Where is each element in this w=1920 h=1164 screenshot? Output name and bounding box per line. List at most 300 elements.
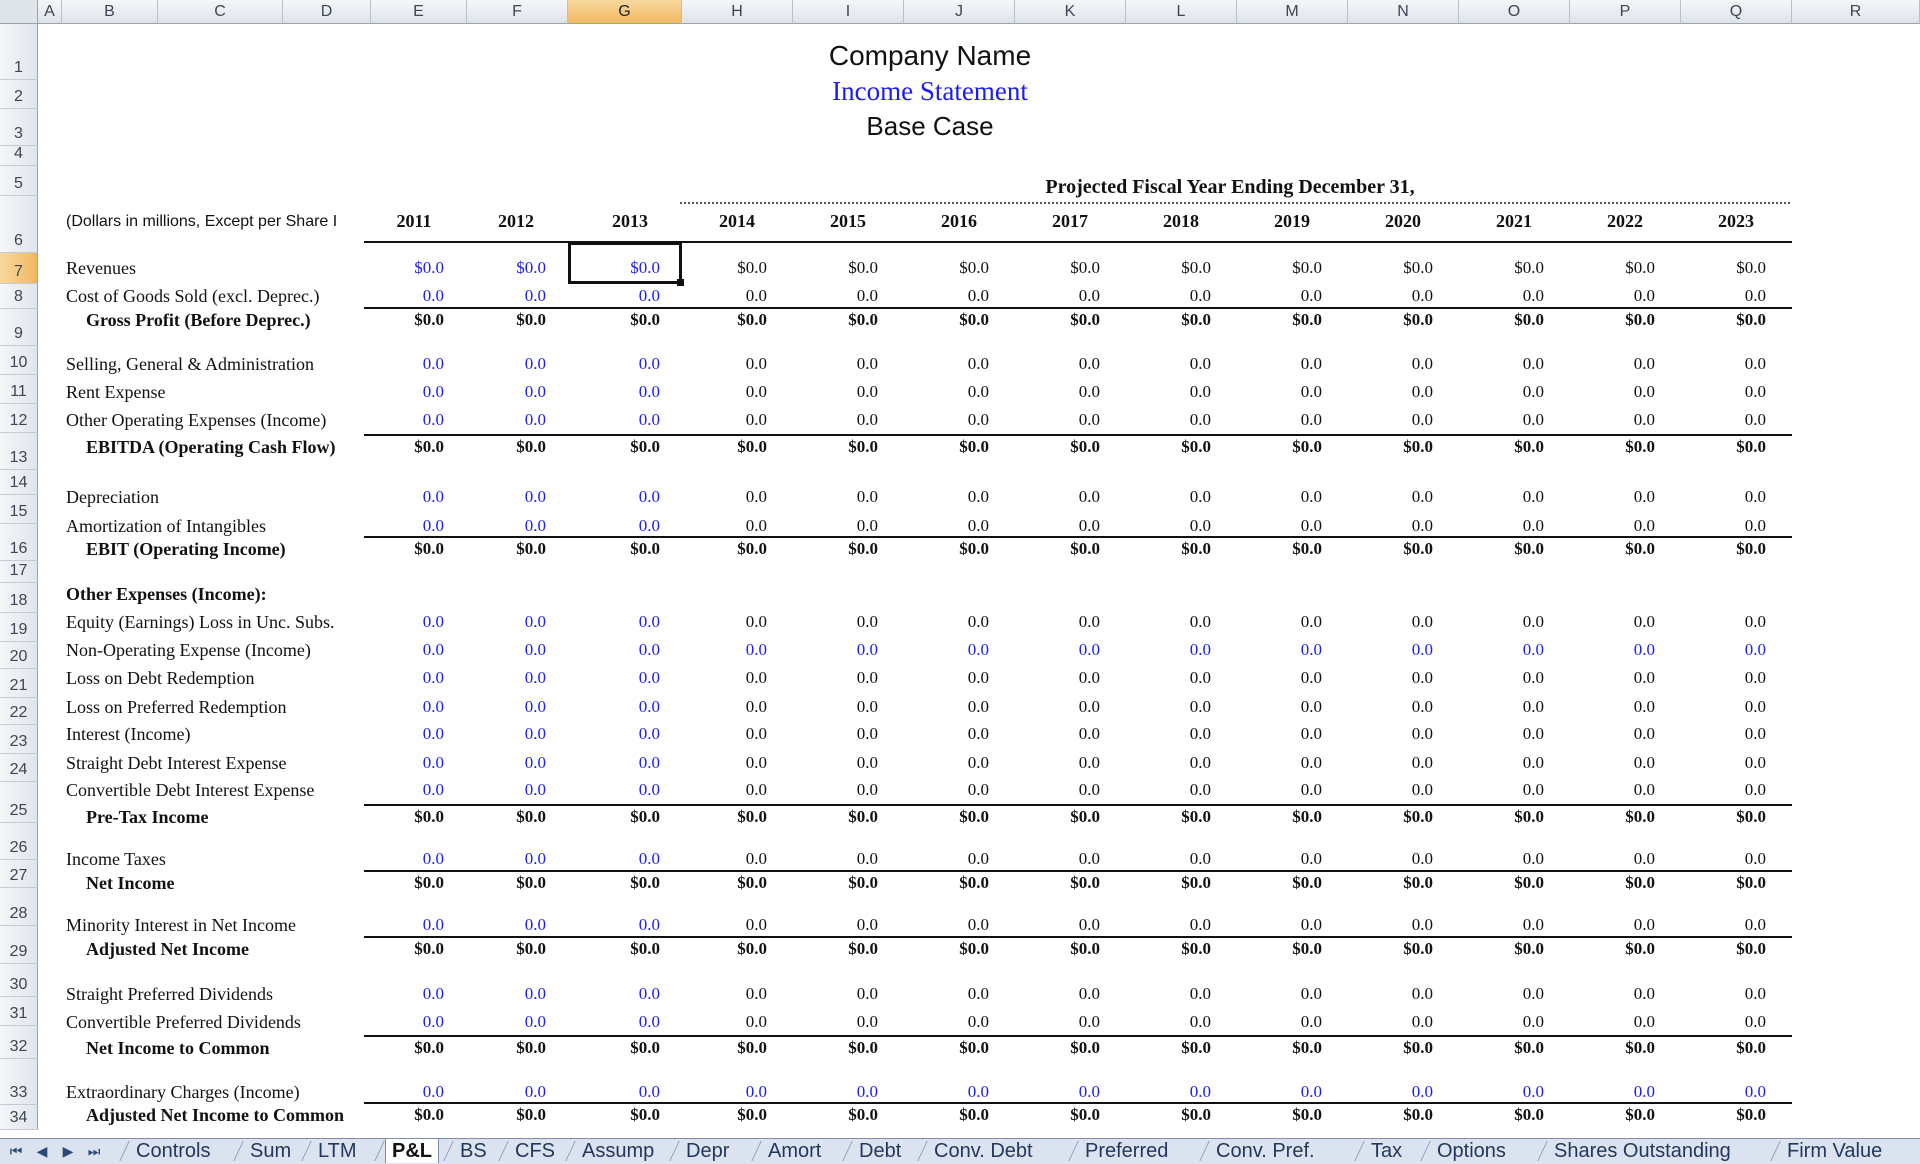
value-cell[interactable]: $0.0: [630, 939, 660, 958]
value-cell[interactable]: $0.0: [848, 258, 878, 277]
value-cell[interactable]: $0.0: [630, 437, 660, 456]
value-cell[interactable]: 0.0: [422, 849, 444, 868]
value-cell[interactable]: 0.0: [967, 382, 989, 401]
row-header-32[interactable]: [0, 1026, 38, 1059]
column-header-k[interactable]: K: [1015, 0, 1126, 24]
value-cell[interactable]: 0.0: [745, 354, 767, 373]
value-cell[interactable]: $0.0: [414, 807, 444, 826]
value-cell[interactable]: 0.0: [745, 382, 767, 401]
value-cell[interactable]: $0.0: [1403, 437, 1433, 456]
value-cell[interactable]: 0.0: [745, 516, 767, 535]
value-cell[interactable]: $0.0: [737, 807, 767, 826]
row-header-14[interactable]: [0, 470, 38, 495]
value-cell[interactable]: $0.0: [1181, 1038, 1211, 1057]
value-cell[interactable]: 0.0: [1633, 612, 1655, 631]
value-cell[interactable]: 0.0: [1300, 668, 1322, 687]
value-cell[interactable]: 0.0: [856, 724, 878, 743]
value-cell[interactable]: $0.0: [1403, 1038, 1433, 1057]
value-cell[interactable]: 0.0: [1633, 724, 1655, 743]
value-cell[interactable]: $0.0: [959, 939, 989, 958]
value-cell[interactable]: 0.0: [1189, 286, 1211, 305]
value-cell[interactable]: 0.0: [422, 780, 444, 799]
value-cell[interactable]: 0.0: [1522, 849, 1544, 868]
value-cell[interactable]: 0.0: [1411, 286, 1433, 305]
value-cell[interactable]: 0.0: [745, 780, 767, 799]
value-cell[interactable]: $0.0: [848, 1105, 878, 1124]
row-header-11[interactable]: [0, 375, 38, 404]
value-cell[interactable]: 0.0: [638, 516, 660, 535]
value-cell[interactable]: 0.0: [422, 516, 444, 535]
value-cell[interactable]: 0.0: [638, 780, 660, 799]
value-cell[interactable]: 0.0: [524, 612, 546, 631]
column-header-m[interactable]: M: [1237, 0, 1348, 24]
value-cell[interactable]: 0.0: [524, 286, 546, 305]
value-cell[interactable]: 0.0: [1522, 984, 1544, 1003]
value-cell[interactable]: 0.0: [745, 612, 767, 631]
value-cell[interactable]: 0.0: [856, 1012, 878, 1031]
value-cell[interactable]: 0.0: [1744, 286, 1766, 305]
value-cell[interactable]: $0.0: [1181, 310, 1211, 329]
value-cell[interactable]: 0.0: [1300, 640, 1322, 659]
value-cell[interactable]: 0.0: [1411, 724, 1433, 743]
value-cell[interactable]: 0.0: [524, 915, 546, 934]
value-cell[interactable]: 0.0: [1411, 516, 1433, 535]
value-cell[interactable]: $0.0: [1070, 1038, 1100, 1057]
column-header-n[interactable]: N: [1348, 0, 1459, 24]
value-cell[interactable]: $0.0: [630, 873, 660, 892]
value-cell[interactable]: $0.0: [1403, 258, 1433, 277]
value-cell[interactable]: 0.0: [856, 915, 878, 934]
row-header-18[interactable]: [0, 583, 38, 613]
value-cell[interactable]: 0.0: [1189, 915, 1211, 934]
value-cell[interactable]: $0.0: [959, 873, 989, 892]
value-cell[interactable]: $0.0: [737, 873, 767, 892]
row-header-2[interactable]: [0, 80, 38, 109]
sheet-tab-controls[interactable]: Controls: [136, 1140, 211, 1162]
value-cell[interactable]: 0.0: [1189, 1012, 1211, 1031]
value-cell[interactable]: $0.0: [516, 258, 546, 277]
value-cell[interactable]: 0.0: [524, 1082, 546, 1101]
value-cell[interactable]: 0.0: [1522, 516, 1544, 535]
value-cell[interactable]: $0.0: [414, 939, 444, 958]
value-cell[interactable]: $0.0: [1181, 939, 1211, 958]
value-cell[interactable]: 0.0: [1411, 984, 1433, 1003]
value-cell[interactable]: $0.0: [516, 1105, 546, 1124]
value-cell[interactable]: $0.0: [1181, 539, 1211, 558]
value-cell[interactable]: $0.0: [414, 258, 444, 277]
row-header-16[interactable]: [0, 524, 38, 561]
value-cell[interactable]: 0.0: [1744, 697, 1766, 716]
value-cell[interactable]: 0.0: [1411, 1082, 1433, 1101]
row-header-29[interactable]: [0, 926, 38, 964]
sheet-tab-conv-pref-[interactable]: Conv. Pref.: [1216, 1140, 1315, 1162]
value-cell[interactable]: 0.0: [856, 640, 878, 659]
value-cell[interactable]: 0.0: [638, 1012, 660, 1031]
value-cell[interactable]: $0.0: [630, 1105, 660, 1124]
row-header-5[interactable]: [0, 166, 38, 196]
value-cell[interactable]: 0.0: [1300, 753, 1322, 772]
value-cell[interactable]: 0.0: [745, 640, 767, 659]
value-cell[interactable]: 0.0: [1744, 753, 1766, 772]
sheet-tab-amort[interactable]: Amort: [768, 1140, 822, 1162]
column-header-l[interactable]: L: [1126, 0, 1237, 24]
value-cell[interactable]: 0.0: [856, 612, 878, 631]
row-header-15[interactable]: [0, 495, 38, 524]
value-cell[interactable]: $0.0: [737, 310, 767, 329]
value-cell[interactable]: 0.0: [1633, 668, 1655, 687]
row-header-8[interactable]: [0, 284, 38, 309]
value-cell[interactable]: $0.0: [1181, 437, 1211, 456]
value-cell[interactable]: 0.0: [1189, 410, 1211, 429]
row-header-27[interactable]: [0, 860, 38, 888]
value-cell[interactable]: 0.0: [745, 410, 767, 429]
row-header-17[interactable]: [0, 561, 38, 583]
value-cell[interactable]: 0.0: [1300, 915, 1322, 934]
row-header-4[interactable]: [0, 146, 38, 166]
value-cell[interactable]: $0.0: [1070, 939, 1100, 958]
value-cell[interactable]: $0.0: [1736, 310, 1766, 329]
prev-sheet-icon[interactable]: ◀: [36, 1143, 48, 1159]
value-cell[interactable]: 0.0: [422, 668, 444, 687]
sheet-tab-bs[interactable]: BS: [460, 1140, 487, 1162]
value-cell[interactable]: $0.0: [630, 310, 660, 329]
value-cell[interactable]: 0.0: [1411, 487, 1433, 506]
value-cell[interactable]: $0.0: [1181, 1105, 1211, 1124]
value-cell[interactable]: 0.0: [1189, 354, 1211, 373]
value-cell[interactable]: 0.0: [638, 640, 660, 659]
value-cell[interactable]: 0.0: [1078, 780, 1100, 799]
value-cell[interactable]: 0.0: [524, 516, 546, 535]
value-cell[interactable]: 0.0: [638, 382, 660, 401]
value-cell[interactable]: $0.0: [737, 258, 767, 277]
sheet-tab-conv-debt[interactable]: Conv. Debt: [934, 1140, 1033, 1162]
value-cell[interactable]: 0.0: [1300, 410, 1322, 429]
value-cell[interactable]: $0.0: [1625, 1105, 1655, 1124]
row-header-9[interactable]: [0, 309, 38, 346]
value-cell[interactable]: $0.0: [1292, 310, 1322, 329]
value-cell[interactable]: $0.0: [1070, 1105, 1100, 1124]
value-cell[interactable]: $0.0: [414, 873, 444, 892]
value-cell[interactable]: $0.0: [1070, 807, 1100, 826]
value-cell[interactable]: $0.0: [1625, 939, 1655, 958]
value-cell[interactable]: 0.0: [422, 487, 444, 506]
value-cell[interactable]: 0.0: [1300, 382, 1322, 401]
value-cell[interactable]: $0.0: [848, 1038, 878, 1057]
value-cell[interactable]: 0.0: [638, 487, 660, 506]
value-cell[interactable]: 0.0: [856, 697, 878, 716]
value-cell[interactable]: 0.0: [1078, 724, 1100, 743]
value-cell[interactable]: $0.0: [1514, 807, 1544, 826]
value-cell[interactable]: 0.0: [1300, 1012, 1322, 1031]
value-cell[interactable]: 0.0: [1744, 915, 1766, 934]
value-cell[interactable]: 0.0: [524, 1012, 546, 1031]
value-cell[interactable]: 0.0: [1189, 724, 1211, 743]
value-cell[interactable]: 0.0: [1744, 516, 1766, 535]
value-cell[interactable]: 0.0: [524, 780, 546, 799]
value-cell[interactable]: 0.0: [1078, 286, 1100, 305]
value-cell[interactable]: 0.0: [1744, 382, 1766, 401]
value-cell[interactable]: 0.0: [1633, 640, 1655, 659]
value-cell[interactable]: 0.0: [422, 984, 444, 1003]
value-cell[interactable]: 0.0: [1411, 849, 1433, 868]
column-header-d[interactable]: D: [283, 0, 371, 24]
value-cell[interactable]: 0.0: [524, 354, 546, 373]
value-cell[interactable]: $0.0: [1070, 873, 1100, 892]
value-cell[interactable]: 0.0: [1300, 612, 1322, 631]
value-cell[interactable]: 0.0: [745, 668, 767, 687]
value-cell[interactable]: $0.0: [516, 310, 546, 329]
value-cell[interactable]: 0.0: [1300, 724, 1322, 743]
value-cell[interactable]: $0.0: [1292, 539, 1322, 558]
column-header-b[interactable]: B: [62, 0, 158, 24]
value-cell[interactable]: $0.0: [1292, 258, 1322, 277]
value-cell[interactable]: 0.0: [1189, 382, 1211, 401]
value-cell[interactable]: $0.0: [1625, 539, 1655, 558]
value-cell[interactable]: $0.0: [1625, 873, 1655, 892]
value-cell[interactable]: 0.0: [1522, 753, 1544, 772]
value-cell[interactable]: 0.0: [1522, 640, 1544, 659]
value-cell[interactable]: 0.0: [856, 382, 878, 401]
value-cell[interactable]: 0.0: [856, 668, 878, 687]
value-cell[interactable]: 0.0: [967, 286, 989, 305]
value-cell[interactable]: $0.0: [1181, 258, 1211, 277]
value-cell[interactable]: 0.0: [1522, 724, 1544, 743]
value-cell[interactable]: 0.0: [745, 286, 767, 305]
column-header-i[interactable]: I: [793, 0, 904, 24]
row-header-20[interactable]: [0, 642, 38, 669]
value-cell[interactable]: 0.0: [1078, 516, 1100, 535]
value-cell[interactable]: 0.0: [1078, 487, 1100, 506]
value-cell[interactable]: $0.0: [1292, 1038, 1322, 1057]
value-cell[interactable]: $0.0: [1514, 437, 1544, 456]
value-cell[interactable]: 0.0: [1522, 612, 1544, 631]
value-cell[interactable]: $0.0: [1292, 807, 1322, 826]
value-cell[interactable]: 0.0: [1189, 984, 1211, 1003]
value-cell[interactable]: $0.0: [1292, 873, 1322, 892]
value-cell[interactable]: $0.0: [1403, 873, 1433, 892]
value-cell[interactable]: 0.0: [422, 697, 444, 716]
value-cell[interactable]: 0.0: [967, 697, 989, 716]
value-cell[interactable]: 0.0: [967, 753, 989, 772]
value-cell[interactable]: 0.0: [1522, 354, 1544, 373]
value-cell[interactable]: $0.0: [414, 1038, 444, 1057]
value-cell[interactable]: 0.0: [1411, 640, 1433, 659]
value-cell[interactable]: 0.0: [1078, 697, 1100, 716]
value-cell[interactable]: 0.0: [967, 1082, 989, 1101]
value-cell[interactable]: 0.0: [1522, 286, 1544, 305]
last-sheet-icon[interactable]: ⏭: [87, 1143, 101, 1159]
value-cell[interactable]: 0.0: [422, 286, 444, 305]
value-cell[interactable]: $0.0: [848, 437, 878, 456]
value-cell[interactable]: $0.0: [959, 437, 989, 456]
value-cell[interactable]: $0.0: [737, 939, 767, 958]
value-cell[interactable]: $0.0: [1070, 437, 1100, 456]
row-header-10[interactable]: [0, 346, 38, 375]
value-cell[interactable]: $0.0: [1070, 539, 1100, 558]
row-header-28[interactable]: [0, 888, 38, 926]
column-header-r[interactable]: R: [1792, 0, 1920, 24]
value-cell[interactable]: $0.0: [848, 539, 878, 558]
value-cell[interactable]: 0.0: [856, 410, 878, 429]
value-cell[interactable]: 0.0: [1411, 382, 1433, 401]
value-cell[interactable]: 0.0: [422, 915, 444, 934]
value-cell[interactable]: $0.0: [1625, 807, 1655, 826]
value-cell[interactable]: 0.0: [1633, 984, 1655, 1003]
value-cell[interactable]: 0.0: [422, 612, 444, 631]
value-cell[interactable]: 0.0: [1189, 487, 1211, 506]
value-cell[interactable]: 0.0: [1189, 780, 1211, 799]
value-cell[interactable]: 0.0: [1744, 984, 1766, 1003]
value-cell[interactable]: 0.0: [524, 697, 546, 716]
row-header-7[interactable]: [0, 253, 38, 284]
sheet-tab-assump[interactable]: Assump: [582, 1140, 655, 1162]
value-cell[interactable]: 0.0: [1078, 915, 1100, 934]
value-cell[interactable]: 0.0: [1078, 1082, 1100, 1101]
value-cell[interactable]: 0.0: [422, 724, 444, 743]
value-cell[interactable]: 0.0: [1411, 668, 1433, 687]
value-cell[interactable]: $0.0: [959, 807, 989, 826]
value-cell[interactable]: $0.0: [737, 437, 767, 456]
value-cell[interactable]: 0.0: [1300, 354, 1322, 373]
value-cell[interactable]: $0.0: [1736, 258, 1766, 277]
value-cell[interactable]: 0.0: [856, 487, 878, 506]
sheet-tab-firm-value[interactable]: Firm Value: [1787, 1140, 1883, 1162]
value-cell[interactable]: 0.0: [1744, 410, 1766, 429]
value-cell[interactable]: 0.0: [1411, 915, 1433, 934]
row-header-1[interactable]: [0, 24, 38, 80]
value-cell[interactable]: $0.0: [1403, 539, 1433, 558]
value-cell[interactable]: $0.0: [1625, 1038, 1655, 1057]
value-cell[interactable]: $0.0: [959, 1105, 989, 1124]
value-cell[interactable]: 0.0: [422, 382, 444, 401]
value-cell[interactable]: $0.0: [1736, 539, 1766, 558]
value-cell[interactable]: 0.0: [1522, 410, 1544, 429]
value-cell[interactable]: 0.0: [1189, 697, 1211, 716]
value-cell[interactable]: $0.0: [1181, 807, 1211, 826]
value-cell[interactable]: 0.0: [1300, 849, 1322, 868]
column-header-q[interactable]: Q: [1681, 0, 1792, 24]
value-cell[interactable]: 0.0: [1633, 382, 1655, 401]
value-cell[interactable]: $0.0: [1514, 310, 1544, 329]
value-cell[interactable]: 0.0: [1078, 1012, 1100, 1031]
value-cell[interactable]: $0.0: [1070, 310, 1100, 329]
value-cell[interactable]: 0.0: [1189, 668, 1211, 687]
value-cell[interactable]: 0.0: [856, 354, 878, 373]
value-cell[interactable]: $0.0: [516, 939, 546, 958]
value-cell[interactable]: $0.0: [1403, 310, 1433, 329]
value-cell[interactable]: 0.0: [1300, 286, 1322, 305]
sheet-tab-preferred[interactable]: Preferred: [1085, 1140, 1169, 1162]
value-cell[interactable]: 0.0: [967, 984, 989, 1003]
row-header-22[interactable]: [0, 698, 38, 725]
value-cell[interactable]: $0.0: [1514, 1105, 1544, 1124]
value-cell[interactable]: 0.0: [1189, 640, 1211, 659]
value-cell[interactable]: 0.0: [745, 487, 767, 506]
value-cell[interactable]: 0.0: [1633, 516, 1655, 535]
value-cell[interactable]: 0.0: [638, 724, 660, 743]
value-cell[interactable]: 0.0: [967, 780, 989, 799]
value-cell[interactable]: 0.0: [1744, 1012, 1766, 1031]
value-cell[interactable]: 0.0: [638, 286, 660, 305]
value-cell[interactable]: 0.0: [638, 1082, 660, 1101]
value-cell[interactable]: 0.0: [745, 849, 767, 868]
value-cell[interactable]: 0.0: [967, 640, 989, 659]
value-cell[interactable]: 0.0: [1189, 1082, 1211, 1101]
value-cell[interactable]: 0.0: [1744, 640, 1766, 659]
value-cell[interactable]: 0.0: [1078, 984, 1100, 1003]
value-cell[interactable]: 0.0: [1411, 697, 1433, 716]
value-cell[interactable]: $0.0: [516, 807, 546, 826]
value-cell[interactable]: 0.0: [638, 668, 660, 687]
value-cell[interactable]: 0.0: [967, 410, 989, 429]
value-cell[interactable]: 0.0: [1411, 1012, 1433, 1031]
value-cell[interactable]: 0.0: [967, 668, 989, 687]
value-cell[interactable]: 0.0: [1300, 984, 1322, 1003]
value-cell[interactable]: 0.0: [1078, 354, 1100, 373]
value-cell[interactable]: 0.0: [745, 1012, 767, 1031]
value-cell[interactable]: $0.0: [1403, 1105, 1433, 1124]
value-cell[interactable]: 0.0: [524, 849, 546, 868]
row-header-26[interactable]: [0, 823, 38, 860]
value-cell[interactable]: $0.0: [1403, 939, 1433, 958]
value-cell[interactable]: $0.0: [414, 310, 444, 329]
value-cell[interactable]: $0.0: [516, 437, 546, 456]
value-cell[interactable]: 0.0: [856, 1082, 878, 1101]
value-cell[interactable]: 0.0: [1078, 410, 1100, 429]
value-cell[interactable]: $0.0: [1514, 873, 1544, 892]
value-cell[interactable]: 0.0: [1633, 915, 1655, 934]
value-cell[interactable]: 0.0: [1744, 612, 1766, 631]
value-cell[interactable]: $0.0: [1514, 258, 1544, 277]
sheet-tab-options[interactable]: Options: [1437, 1140, 1506, 1162]
sheet-tab-p-l[interactable]: P&L: [385, 1139, 439, 1163]
value-cell[interactable]: 0.0: [1189, 516, 1211, 535]
value-cell[interactable]: 0.0: [422, 354, 444, 373]
value-cell[interactable]: 0.0: [524, 724, 546, 743]
value-cell[interactable]: $0.0: [516, 873, 546, 892]
value-cell[interactable]: 0.0: [422, 410, 444, 429]
value-cell[interactable]: 0.0: [422, 1082, 444, 1101]
value-cell[interactable]: 0.0: [1189, 753, 1211, 772]
row-header-23[interactable]: [0, 725, 38, 754]
value-cell[interactable]: 0.0: [1522, 697, 1544, 716]
column-header-o[interactable]: O: [1459, 0, 1570, 24]
value-cell[interactable]: 0.0: [1633, 1082, 1655, 1101]
value-cell[interactable]: $0.0: [630, 1038, 660, 1057]
value-cell[interactable]: 0.0: [524, 640, 546, 659]
value-cell[interactable]: 0.0: [638, 354, 660, 373]
value-cell[interactable]: 0.0: [638, 849, 660, 868]
first-sheet-icon[interactable]: ⏮: [9, 1143, 23, 1159]
value-cell[interactable]: $0.0: [1514, 539, 1544, 558]
value-cell[interactable]: 0.0: [1411, 753, 1433, 772]
value-cell[interactable]: $0.0: [1736, 807, 1766, 826]
value-cell[interactable]: $0.0: [1625, 437, 1655, 456]
value-cell[interactable]: $0.0: [1625, 258, 1655, 277]
value-cell[interactable]: $0.0: [516, 539, 546, 558]
value-cell[interactable]: $0.0: [848, 873, 878, 892]
value-cell[interactable]: 0.0: [1744, 354, 1766, 373]
column-header-h[interactable]: H: [682, 0, 793, 24]
value-cell[interactable]: 0.0: [1744, 668, 1766, 687]
value-cell[interactable]: 0.0: [1411, 612, 1433, 631]
value-cell[interactable]: 0.0: [524, 382, 546, 401]
value-cell[interactable]: $0.0: [414, 539, 444, 558]
row-header-24[interactable]: [0, 754, 38, 782]
row-header-30[interactable]: [0, 964, 38, 997]
value-cell[interactable]: $0.0: [848, 310, 878, 329]
value-cell[interactable]: 0.0: [967, 724, 989, 743]
